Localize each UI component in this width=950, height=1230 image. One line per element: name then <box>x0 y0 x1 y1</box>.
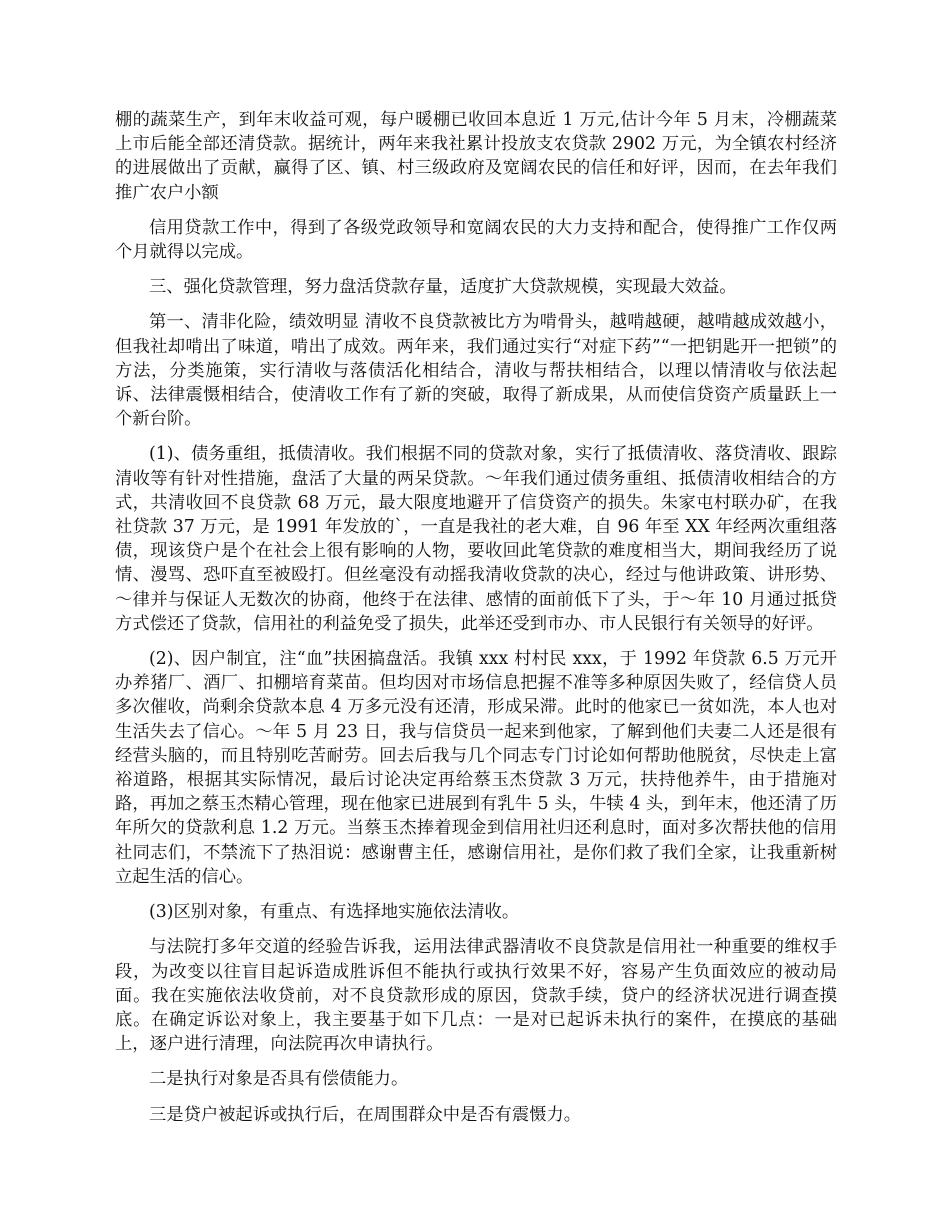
paragraph-point-two: 二是执行对象是否具有偿债能力。 <box>149 1069 409 1090</box>
paragraph-item-1: (1)、债务重组，抵债清收。我们根据不同的贷款对象，实行了抵债清收、落贷清收、跟踪清收等有针对性措施，盘活了大量的两呆贷款。～年我们通过债务重组、抵债清收相结合的方式，共清收回不良贷款 68 万元，最大限度地避开了信贷资产的损失。朱家屯村联办矿，在我社贷款 37 万元，是 1991 年发放的`，一直是我社的老大难，自 96 年至 XX 年经两次重组落债，现该贷户是个在社会上很有影响的人物，要收回此笔贷款的难度相当大，期间我经历了说情、漫骂、恐吓直至被殴打。但丝毫没有动摇我清收贷款的决心，经过与他讲政策、讲形势、～律并与保证人无数次的协商，他终于在法律、感情的面前低下了头，于～年 10 月通过抵贷方式偿还了贷款，信用社的利益免受了损失，此举还受到市办、市人民银行有关领导的好评。 <box>115 444 837 634</box>
paragraph-court-experience: 与法院打多年交道的经验告诉我，运用法律武器清收不良贷款是信用社一种重要的维权手段，为改变以往盲目起诉造成胜诉但不能执行或执行效果不好，容易产生负面效应的被动局面。我在实施依法收贷前，对不良贷款形成的原因，贷款手续，贷户的经济状况进行调查摸底。在确定诉讼对象上，我主要基于如下几点：一是对已起诉未执行的案件，在摸底的基础上，逐户进行清理，向法院再次申请执行。 <box>115 937 837 1055</box>
paragraph-first-point: 第一、清非化险，绩效明显 清收不良贷款被比方为啃骨头，越啃越硬，越啃越成效越小，但我社却啃出了味道，啃出了成效。两年来，我们通过实行“对症下药”“一把钥匙开一把锁”的方法，分类施策，实行清收与落债活化相结合，清收与帮扶相结合，以理以情清收与依法起诉、法律震慑相结合，使清收工作有了新的突破，取得了新成果，从而使信贷资产质量跃上一个新台阶。 <box>115 312 837 430</box>
paragraph-2: 信用贷款工作中，得到了各级党政领导和宽阔农民的大力支持和配合，使得推广工作仅两个月就得以完成。 <box>115 217 837 263</box>
paragraph-point-three: 三是贷户被起诉或执行后，在周围群众中是否有震慑力。 <box>149 1104 582 1125</box>
document-body <box>115 108 837 1138</box>
section-heading-3: 三、强化贷款管理，努力盘活贷款存量，适度扩大贷款规模，实现最大效益。 <box>149 277 737 298</box>
paragraph-item-2: (2)、因户制宜，注“血”扶困搞盘活。我镇 xxx 村村民 xxx，于 1992 年贷款 6.5 万元开办养猪厂、酒厂、扣棚培育菜苗。但均因对市场信息把握不准等多种原因失败了，经信贷人员多次催收，尚剩余贷款本息 4 万多元没有还清，形成呆滞。此时的他家已一贫如洗，本人也对生活失去了信心。～年 5 月 23 日，我与信贷员一起来到他家，了解到他们夫妻二人还是很有经营头脑的，而且特别吃苦耐劳。回去后我与几个同志专门讨论如何帮助他脱贫，尽快走上富裕道路，根据其实际情况，最后讨论决定再给蔡玉杰贷款 3 万元，扶持他养牛，由于措施对路，再加之蔡玉杰精心管理，现在他家已进展到有乳牛 5 头，牛犊 4 头，到年末，他还清了历年所欠的贷款利息 1.2 万元。当蔡玉杰捧着现金到信用社归还利息时，面对多次帮扶他的信用社同志们，不禁流下了热泪说：感谢曹主任，感谢信用社，是你们救了我们全家，让我重新树立起生活的信心。 <box>115 649 837 887</box>
paragraph-item-3: (3)区别对象，有重点、有选择地实施依法清收。 <box>149 902 520 923</box>
paragraph-1: 棚的蔬菜生产，到年末收益可观，每户暖棚已收回本息近 1 万元,估计今年 5 月末，冷棚蔬菜上市后能全部还清贷款。据统计，两年来我社累计投放支农贷款 2902 万元，为全镇农村经济的进展做出了贡献，赢得了区、镇、村三级政府及宽阔农民的信任和好评，因而，在去年我们推广农户小额 <box>115 110 837 203</box>
